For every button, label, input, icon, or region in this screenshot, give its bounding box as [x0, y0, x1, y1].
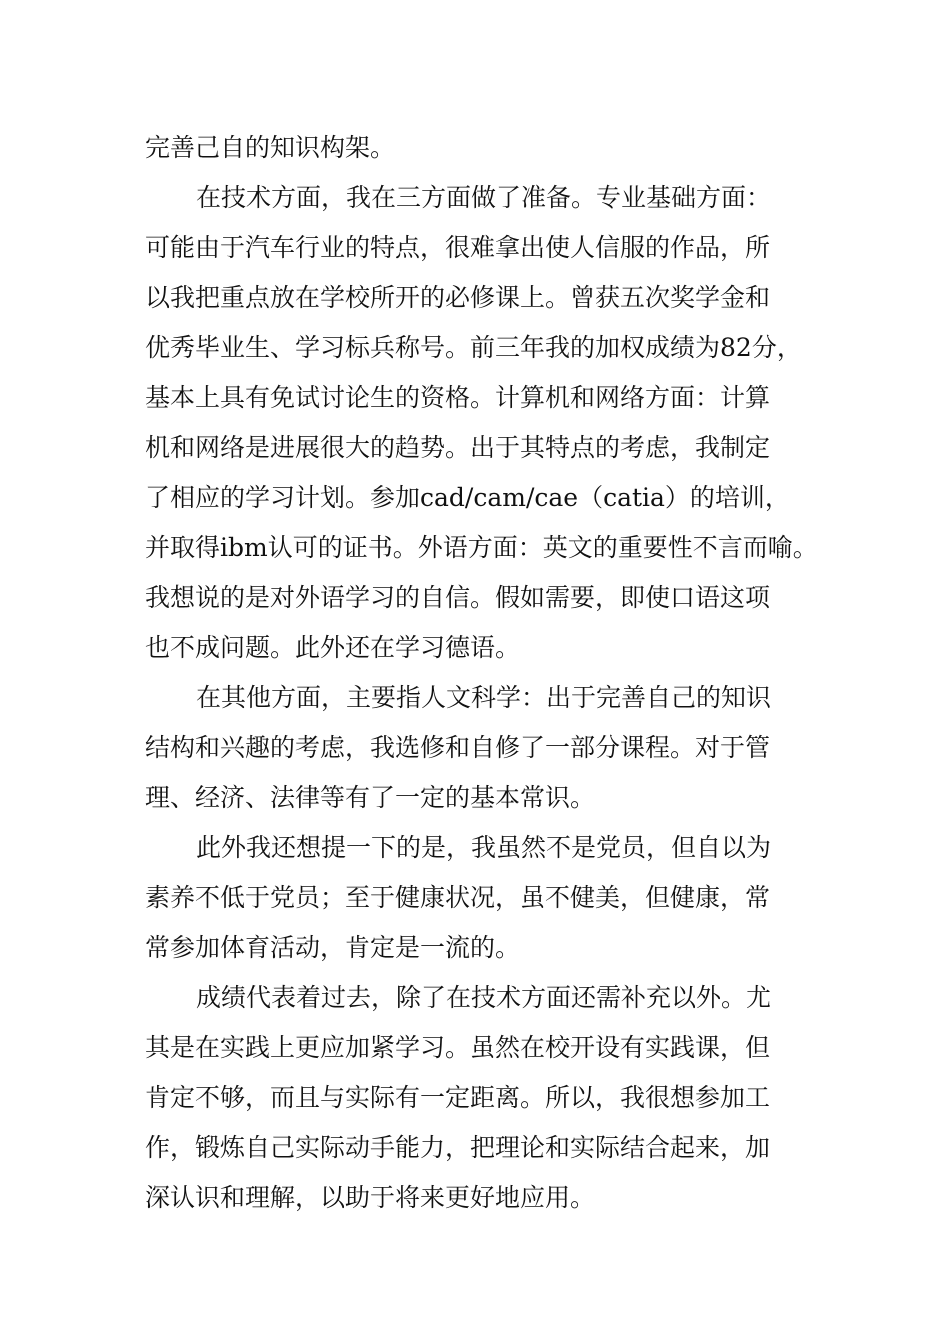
text-line: 完善己自的知识构架。 [145, 133, 396, 162]
text-line: 并取得ibm认可的证书。外语方面：英文的重要性不言而喻。 [145, 533, 818, 562]
text-line: 优秀毕业生、学习标兵称号。前三年我的加权成绩为82分， [145, 333, 802, 362]
paragraph-first-line: 成绩代表着过去，除了在技术方面还需补充以外。尤 [196, 983, 772, 1012]
text-line: 其是在实践上更应加紧学习。虽然在校开设有实践课，但 [145, 1033, 771, 1062]
text-line: 作，锻炼自己实际动手能力，把理论和实际结合起来，加 [145, 1133, 771, 1162]
text-line: 基本上具有免试讨论生的资格。计算机和网络方面：计算 [145, 383, 771, 412]
paragraph-first-line: 在其他方面，主要指人文科学：出于完善自己的知识 [196, 683, 772, 712]
text-line: 我想说的是对外语学习的自信。假如需要，即使口语这项 [145, 583, 771, 612]
text-line: 了相应的学习计划。参加cad/cam/cae（catia）的培训， [145, 483, 790, 512]
text-line: 深认识和理解，以助于将来更好地应用。 [145, 1183, 596, 1212]
text-line: 结构和兴趣的考虑，我选修和自修了一部分课程。对于管 [145, 733, 771, 762]
text-line: 肯定不够，而且与实际有一定距离。所以，我很想参加工 [145, 1083, 771, 1112]
paragraph-first-line: 在技术方面，我在三方面做了准备。专业基础方面： [196, 183, 772, 212]
text-line: 素养不低于党员；至于健康状况，虽不健美，但健康，常 [145, 883, 771, 912]
text-line: 可能由于汽车行业的特点，很难拿出使人信服的作品，所 [145, 233, 771, 262]
text-line: 常参加体育活动，肯定是一流的。 [145, 933, 521, 962]
text-line: 也不成问题。此外还在学习德语。 [145, 633, 521, 662]
paragraph-first-line: 此外我还想提一下的是，我虽然不是党员，但自以为 [196, 833, 772, 862]
text-line: 理、经济、法律等有了一定的基本常识。 [145, 783, 596, 812]
text-line: 机和网络是进展很大的趋势。出于其特点的考虑，我制定 [145, 433, 771, 462]
text-line: 以我把重点放在学校所开的必修课上。曾获五次奖学金和 [145, 283, 771, 312]
